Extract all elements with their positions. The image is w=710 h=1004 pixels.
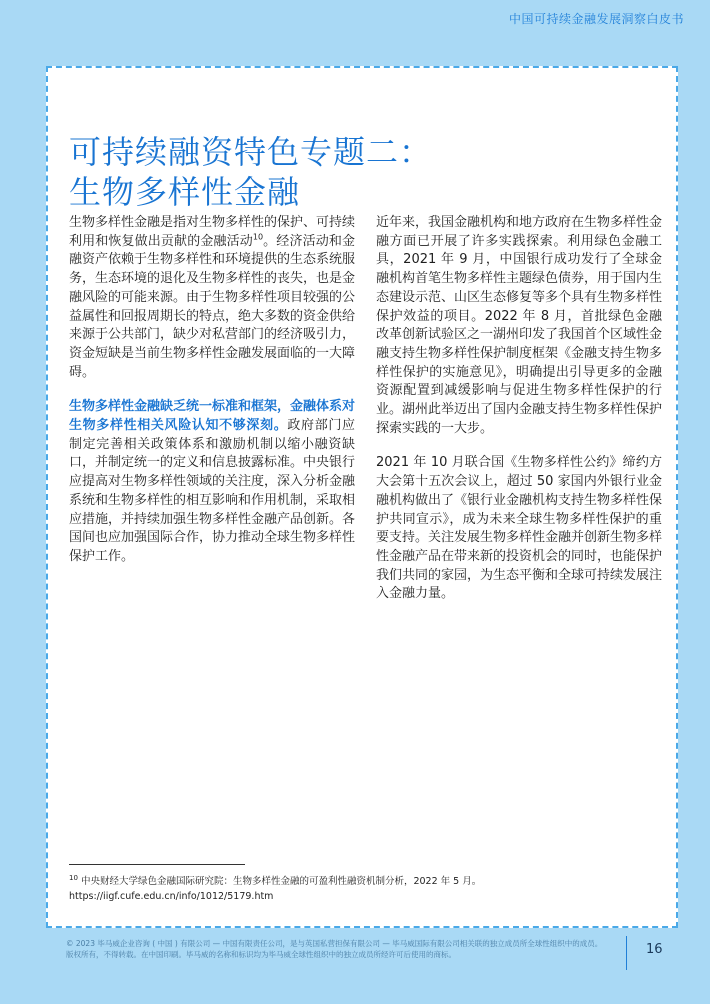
page-title <box>69 132 432 212</box>
footer-legal-line-1: © 2023 毕马威企业咨询 ( 中国 ) 有限公司 — 中国有限责任公司，是与英国私营担保有限公司 — 毕马威国际有限公司相关联的独立成员所全球性组织中的成员。 <box>66 939 603 948</box>
footer-legal <box>66 938 626 960</box>
right-column <box>376 214 662 620</box>
right-paragraph-2: 2021 年 10 月联合国《生物多样性公约》缔约方大会第十五次会议上，超过 50 家国内外银行业金融机构做出了《银行业金融机构支持生物多样性保护共同宣示》，成为未来全球生物多样性保护的重要支持。关注发展生物多样性金融并创新生物多样性金融产品在带来新的投资机会的同时，也能保护我们共同的家园，为生态平衡和全球可持续发展注入金融力量。 <box>376 455 663 602</box>
title-line-1: 可持续融资特色专题二： <box>69 133 433 171</box>
content-card <box>46 66 678 928</box>
left-paragraph-1 <box>69 214 355 382</box>
footnote-url[interactable]: https://iigf.cufe.edu.cn/info/1012/5179.htm <box>69 891 274 902</box>
title-line-2: 生物多样性金融 <box>69 173 301 211</box>
footnote-number: 10 <box>69 873 78 882</box>
page-number: 16 <box>646 942 663 957</box>
left-p2-rest: 政府部门应制定完善相关政策体系和激励机制以缩小融资缺口，并制定统一的定义和信息披露标准。中央银行应提高对生物多样性领域的关注度，深入分析金融系统和生物多样性的相互影响和作用机制，采取相应措施，并持续加强生物多样性金融产品创新。各国间也应加强国际合作，协力推动全球生物多样性保护工作。 <box>69 418 356 564</box>
footnote-line <box>69 874 659 889</box>
left-column <box>69 214 355 583</box>
highlight-text: 生物多样性金融缺乏统一标准和框架，金融体系对生物多样性相关风险认知不够深刻。 <box>69 399 356 434</box>
left-p1-rest: 。经济活动和金融资产依赖于生物多样性和环境提供的生态系统服务，生态环境的退化及生物多样性的丧失，也是金融风险的可能来源。由于生物多样性项目较强的公益属性和回报周期长的特点，绝大多数的资金供给来源于公共部门，缺少对私营部门的经济吸引力，资金短缺是当前生物多样性金融发展面临的一大障碍。 <box>69 233 356 380</box>
footnote-divider <box>69 864 245 865</box>
left-paragraph-2 <box>69 398 355 566</box>
left-p1-text: 生物多样性金融是指对生物多样性的保护、可持续利用和恢复做出贡献的金融活动 <box>69 215 356 249</box>
footer-legal-line-2: 版权所有，不得转载。在中国印刷。毕马威的名称和标识均为毕马威全球性组织中的独立成员所经许可后使用的商标。 <box>66 950 456 959</box>
footnote-text: 中央财经大学绿色金融国际研究院：生物多样性金融的可盈利性融资机制分析，2022 年 5 月。 <box>80 876 482 887</box>
running-header: 中国可持续金融发展洞察白皮书 <box>508 12 684 26</box>
footer-divider <box>626 936 627 970</box>
footnote-ref: 10 <box>252 232 264 242</box>
footnote <box>69 874 659 904</box>
right-paragraph-1: 近年来，我国金融机构和地方政府在生物多样性金融方面已开展了许多实践探索。利用绿色金融工具，2021 年 9 月，中国银行成功发行了全球金融机构首笔生物多样性主题绿色债券，用于国内生态建设示范、山区生态修复等多个具有生物多样性保护效益的项目。2022 年 8 月，首批绿色金融改革创新试验区之一湖州印发了我国首个区域性金融支持生物多样性保护制度框架《金融支持生物多样性保护的实施意见》，明确提出引导更多的金融资源配置到减缓影响与促进生物多样性保护的行业。湖州此举迈出了国内金融支持生物多样性保护探索实践的一大步。 <box>376 215 663 436</box>
